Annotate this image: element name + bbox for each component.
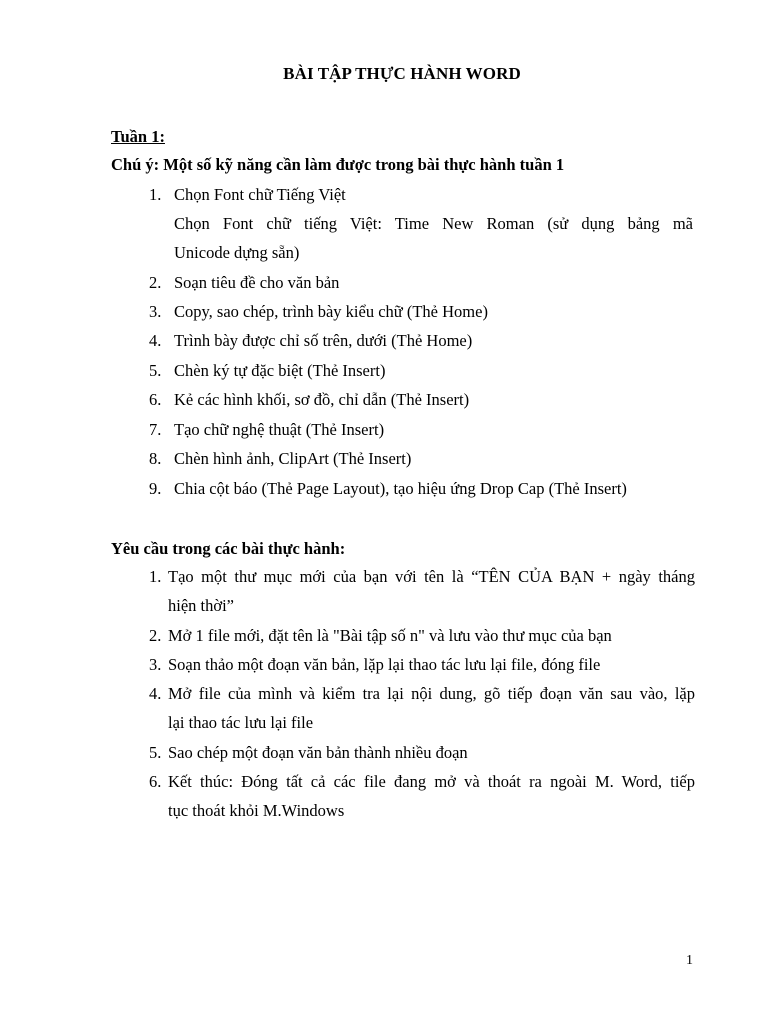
skill-number: 7. — [149, 420, 162, 439]
skill-text: Copy, sao chép, trình bày kiểu chữ (Thẻ Home) — [174, 302, 488, 321]
requirement-text-cont: tục thoát khỏi M.Windows — [168, 801, 345, 820]
skill-text: Chèn hình ảnh, ClipArt (Thẻ Insert) — [174, 449, 412, 468]
skill-text: Chèn ký tự đặc biệt (Thẻ Insert) — [174, 361, 386, 380]
skill-text: Chia cột báo (Thẻ Page Layout), tạo hiệu ứng Drop Cap (Thẻ Insert) — [174, 479, 627, 498]
requirement-number: 3. — [149, 655, 162, 674]
skill-detail-line: Chọn Font chữ tiếng Việt: Time New Roman (sử dụng bảng mã — [174, 214, 693, 233]
requirement-number: 1. — [149, 567, 162, 586]
document-title: BÀI TẬP THỰC HÀNH WORD — [283, 64, 521, 83]
requirement-text: Mở 1 file mới, đặt tên là "Bài tập số n" và lưu vào thư mục của bạn — [168, 626, 612, 645]
page-number: 1 — [686, 953, 693, 968]
skill-number: 6. — [149, 390, 162, 409]
requirement-number: 5. — [149, 743, 162, 762]
requirement-text: Kết thúc: Đóng tất cả các file đang mở và thoát ra ngoài M. Word, tiếp — [168, 772, 695, 791]
skill-number: 1. — [149, 185, 162, 204]
skill-number: 2. — [149, 273, 162, 292]
skill-text: Soạn tiêu đề cho văn bản — [174, 273, 340, 292]
skill-text: Trình bày được chỉ số trên, dưới (Thẻ Home) — [174, 331, 473, 350]
requirement-number: 6. — [149, 772, 162, 791]
skill-number: 8. — [149, 449, 162, 468]
requirement-text: Soạn thảo một đoạn văn bản, lặp lại thao tác lưu lại file, đóng file — [168, 655, 601, 674]
skill-text: Chọn Font chữ Tiếng Việt — [174, 185, 346, 204]
requirement-text: Mở file của mình và kiểm tra lại nội dung, gõ tiếp đoạn văn sau vào, lặp — [168, 684, 695, 703]
requirements-heading: Yêu cầu trong các bài thực hành: — [111, 539, 346, 558]
requirement-text-cont: hiện thời” — [168, 596, 234, 615]
skill-number: 5. — [149, 361, 162, 380]
requirement-text-cont: lại thao tác lưu lại file — [168, 713, 314, 732]
requirement-number: 2. — [149, 626, 162, 645]
skill-text: Tạo chữ nghệ thuật (Thẻ Insert) — [174, 420, 385, 439]
skill-number: 9. — [149, 479, 162, 498]
note-heading: Chú ý: Một số kỹ năng cần làm được trong bài thực hành tuần 1 — [111, 155, 565, 174]
skill-number: 3. — [149, 302, 162, 321]
skill-number: 4. — [149, 331, 162, 350]
requirement-text: Sao chép một đoạn văn bản thành nhiều đoạn — [168, 743, 468, 762]
requirement-number: 4. — [149, 684, 162, 703]
skill-text: Kẻ các hình khối, sơ đồ, chỉ dẫn (Thẻ Insert) — [174, 390, 470, 409]
skill-detail-line: Unicode dựng sẵn) — [174, 243, 300, 262]
requirement-text: Tạo một thư mục mới của bạn với tên là “TÊN CỦA BẠN + ngày tháng — [168, 567, 695, 586]
week-heading: Tuần 1: — [111, 127, 165, 146]
